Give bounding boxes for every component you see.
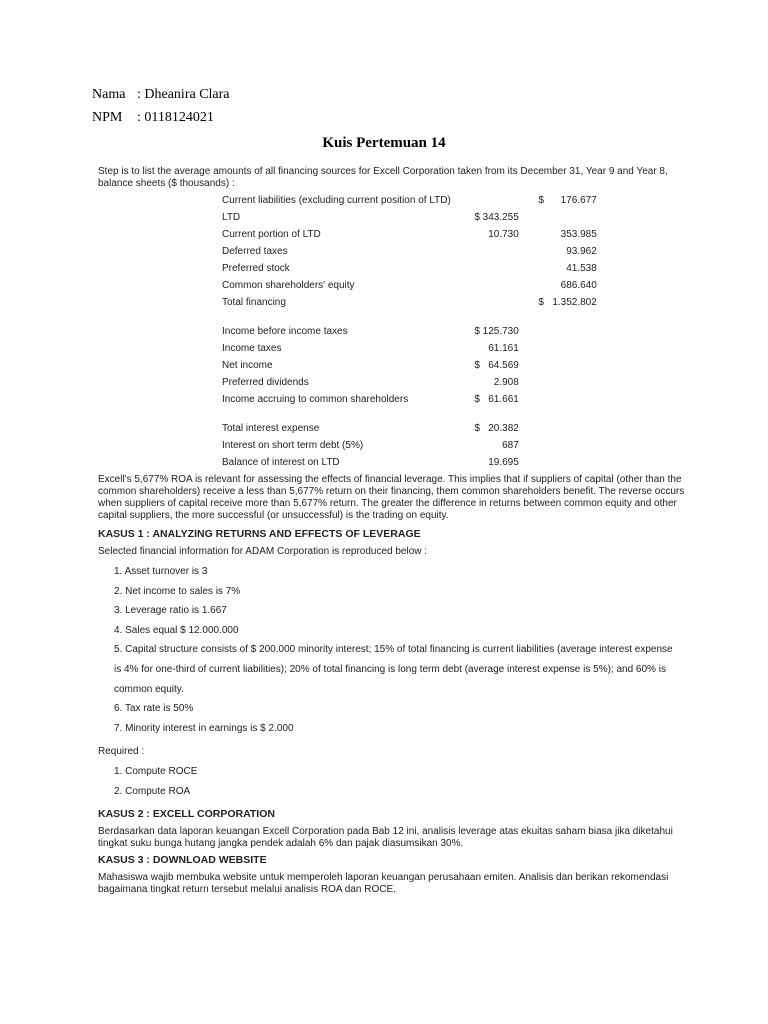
npm-value: : 0118124021 — [137, 110, 214, 125]
kasus3-heading: KASUS 3 : DOWNLOAD WEBSITE — [98, 854, 267, 866]
table-row: Income accruing to common shareholders $ 61.661 — [222, 394, 519, 405]
npm-line — [92, 110, 214, 126]
kasus2-heading: KASUS 2 : EXCELL CORPORATION — [98, 808, 275, 820]
list-item: 3. Leverage ratio is 1.667 — [114, 605, 227, 617]
table-row: Current liabilities (excluding current position of LTD) $ 176.677 — [222, 195, 597, 206]
intro-paragraph: Step is to list the average amounts of all financing sources for Excell Corporation taken from its December 31, Year 9 and Year 8, balance sheets ($ thousands) : — [98, 166, 668, 189]
table-row: Balance of interest on LTD 19.695 — [222, 457, 519, 468]
roa-paragraph: Excell's 5,677% ROA is relevant for assessing the effects of financial leverage. This implies that if suppliers of capital (other than the common shareholders) receive a less than 5,677% return on their financing, them common shareholders benefit. The reverse occurs when suppliers of capital receive more than 5,677% return. The greater the difference in returns between common equity and other capital suppliers, the more successful (or unsuccessful) is the trading on equity. — [98, 474, 685, 521]
kasus1-list — [114, 562, 674, 738]
list-item: 5. Capital structure consists of $ 200.000 minority interest; 15% of total financing is current liabilities (average interest expense is 4% for one-third of current liabilities); 20% of total financing is long term debt (average interest expense is 5%); and 60% is common equity. — [114, 644, 673, 695]
table-row: Preferred stock 41.538 — [222, 263, 597, 274]
required-label: Required : — [98, 746, 145, 757]
table-row: Total interest expense $ 20.382 — [222, 423, 519, 434]
table-row: Preferred dividends 2.908 — [222, 377, 519, 388]
list-item: 6. Tax rate is 50% — [114, 703, 194, 715]
table-row: Common shareholders' equity 686.640 — [222, 280, 597, 291]
list-item: 2. Net income to sales is 7% — [114, 585, 241, 597]
kasus2-text: Berdasarkan data laporan keuangan Excell Corporation pada Bab 12 ini, analisis leverage atas ekuitas saham biasa jika diketahui tingkat suku bunga hutang jangka pendek adalah 6% dan pajak diasumsikan 30%. — [98, 826, 673, 849]
table-row: Deferred taxes 93.962 — [222, 246, 597, 257]
table-row: Net income $ 64.569 — [222, 360, 519, 371]
kasus3-text: Mahasiswa wajib membuka website untuk memperoleh laporan keuangan perusahaan emiten. Analisis dan berikan rekomendasi bagaimana tingkat return tersebut melalui analisis ROA dan ROCE. — [98, 872, 669, 895]
kasus1-heading: KASUS 1 : ANALYZING RETURNS AND EFFECTS OF LEVERAGE — [98, 528, 421, 540]
name-label: Nama — [92, 87, 126, 102]
table-row: LTD $ 343.255 — [222, 212, 519, 223]
table-row: Total financing $ 1.352.802 — [222, 297, 597, 308]
required-list — [114, 762, 197, 801]
table-row: Interest on short term debt (5%) 687 — [222, 440, 519, 451]
document-title: Kuis Pertemuan 14 — [322, 135, 446, 151]
list-item: 1. Compute ROCE — [114, 766, 198, 777]
list-item: 4. Sales equal $ 12.000.000 — [114, 624, 239, 636]
table-row: Income taxes 61.161 — [222, 343, 519, 354]
table-row: Income before income taxes $ 125.730 — [222, 326, 519, 337]
kasus1-intro: Selected financial information for ADAM Corporation is reproduced below : — [98, 546, 428, 557]
npm-label: NPM — [92, 110, 123, 125]
list-item: 2. Compute ROA — [114, 785, 191, 797]
name-line — [92, 87, 230, 103]
list-item: 1. Asset turnover is 3 — [114, 566, 208, 577]
name-value: : Dheanira Clara — [137, 87, 230, 102]
financing-sources-table — [222, 192, 597, 471]
list-item: 7. Minority interest in earnings is $ 2.000 — [114, 722, 294, 734]
table-row: Current portion of LTD 10.730 353.985 — [222, 229, 597, 240]
